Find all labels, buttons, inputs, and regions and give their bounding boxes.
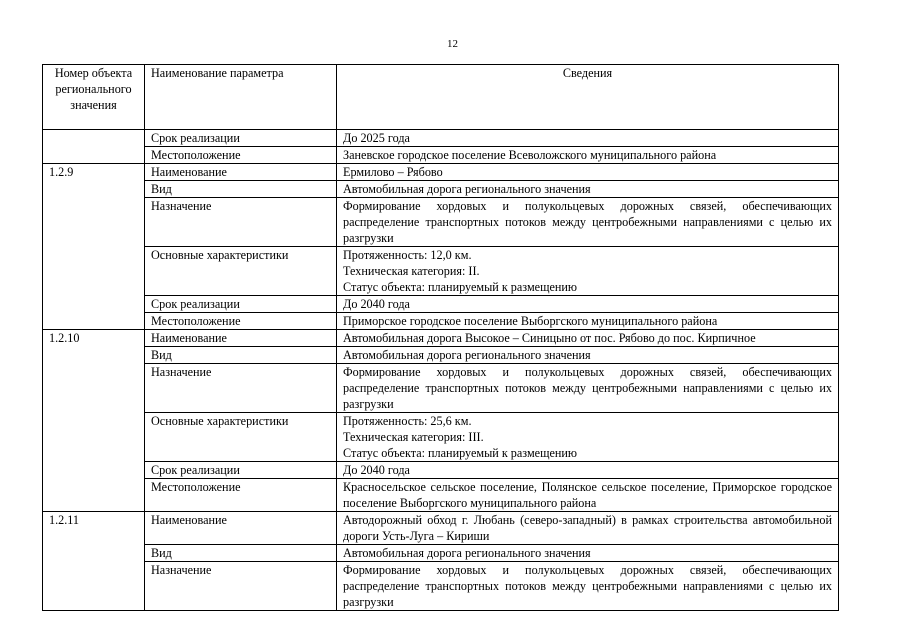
- parameter-name: Наименование: [145, 330, 337, 347]
- info-value: Формирование хордовых и полукольцевых дорожных связей, обеспечивающих распределение транспортных потоков между центробежными направлениями с целью их разгрузки: [337, 364, 839, 413]
- info-line: Статус объекта: планируемый к размещению: [343, 446, 578, 460]
- info-line: Протяженность: 25,6 км.: [343, 414, 472, 428]
- parameter-name: Назначение: [145, 364, 337, 413]
- table-row: [43, 296, 839, 313]
- table-row: [43, 364, 839, 413]
- info-line: Протяженность: 12,0 км.: [343, 248, 472, 262]
- info-value: Автомобильная дорога Высокое – Синицыно от пос. Рябово до пос. Кирпичное: [337, 330, 839, 347]
- parameter-name: Местоположение: [145, 479, 337, 512]
- info-line: Техническая категория: II.: [343, 264, 480, 278]
- table-row: [43, 181, 839, 198]
- parameter-name: Основные характеристики: [145, 247, 337, 296]
- table-row: [43, 347, 839, 364]
- info-value: До 2025 года: [337, 130, 839, 147]
- info-value: [337, 413, 839, 462]
- table-row: [43, 479, 839, 512]
- parameter-name: Назначение: [145, 562, 337, 611]
- table-row: [43, 413, 839, 462]
- parameter-name: Наименование: [145, 512, 337, 545]
- info-value: Приморское городское поселение Выборгского муниципального района: [337, 313, 839, 330]
- parameter-name: Срок реализации: [145, 296, 337, 313]
- table-row: [43, 247, 839, 296]
- info-value: Формирование хордовых и полукольцевых дорожных связей, обеспечивающих распределение транспортных потоков между центробежными направлениями с целью их разгрузки: [337, 562, 839, 611]
- parameter-name: Срок реализации: [145, 462, 337, 479]
- info-value: Автомобильная дорога регионального значения: [337, 545, 839, 562]
- parameter-name: Местоположение: [145, 147, 337, 164]
- page-number: 12: [447, 38, 458, 50]
- table-row: [43, 562, 839, 611]
- table-row: [43, 130, 839, 147]
- table-row: [43, 147, 839, 164]
- parameter-name: Вид: [145, 181, 337, 198]
- info-value: До 2040 года: [337, 462, 839, 479]
- info-value: Красносельское сельское поселение, Полянское сельское поселение, Приморское городское поселение Выборгского муниципального района: [337, 479, 839, 512]
- header-object-number: Номер объекта регионального значения: [43, 65, 145, 130]
- info-value: Автодорожный обход г. Любань (северо-западный) в рамках строительства автомобильной дороги Усть-Луга – Кириши: [337, 512, 839, 545]
- table-header-row: [43, 65, 839, 130]
- info-value: До 2040 года: [337, 296, 839, 313]
- info-line: Статус объекта: планируемый к размещению: [343, 280, 578, 294]
- parameter-name: Основные характеристики: [145, 413, 337, 462]
- info-value: [337, 247, 839, 296]
- info-value: Формирование хордовых и полукольцевых дорожных связей, обеспечивающих распределение транспортных потоков между центробежными направлениями с целью их разгрузки: [337, 198, 839, 247]
- parameter-name: Назначение: [145, 198, 337, 247]
- table-row: [43, 164, 839, 181]
- object-number: 1.2.11: [43, 512, 145, 611]
- header-info: Сведения: [337, 65, 839, 130]
- info-line: Техническая категория: III.: [343, 430, 484, 444]
- table-row: [43, 313, 839, 330]
- header-parameter-name: Наименование параметра: [145, 65, 337, 130]
- table-body: [43, 130, 839, 611]
- table-row: [43, 330, 839, 347]
- info-value: Ермилово – Рябово: [337, 164, 839, 181]
- regional-objects-table: [42, 64, 839, 611]
- parameter-name: Срок реализации: [145, 130, 337, 147]
- object-number-cell: [43, 130, 145, 164]
- info-value: Заневское городское поселение Всеволожского муниципального района: [337, 147, 839, 164]
- object-number: 1.2.9: [43, 164, 145, 330]
- parameter-name: Вид: [145, 347, 337, 364]
- parameter-name: Местоположение: [145, 313, 337, 330]
- parameter-name: Вид: [145, 545, 337, 562]
- object-number: 1.2.10: [43, 330, 145, 512]
- table-row: [43, 545, 839, 562]
- table-row: [43, 198, 839, 247]
- info-value: Автомобильная дорога регионального значения: [337, 347, 839, 364]
- table-row: [43, 512, 839, 545]
- info-value: Автомобильная дорога регионального значения: [337, 181, 839, 198]
- parameter-name: Наименование: [145, 164, 337, 181]
- table-row: [43, 462, 839, 479]
